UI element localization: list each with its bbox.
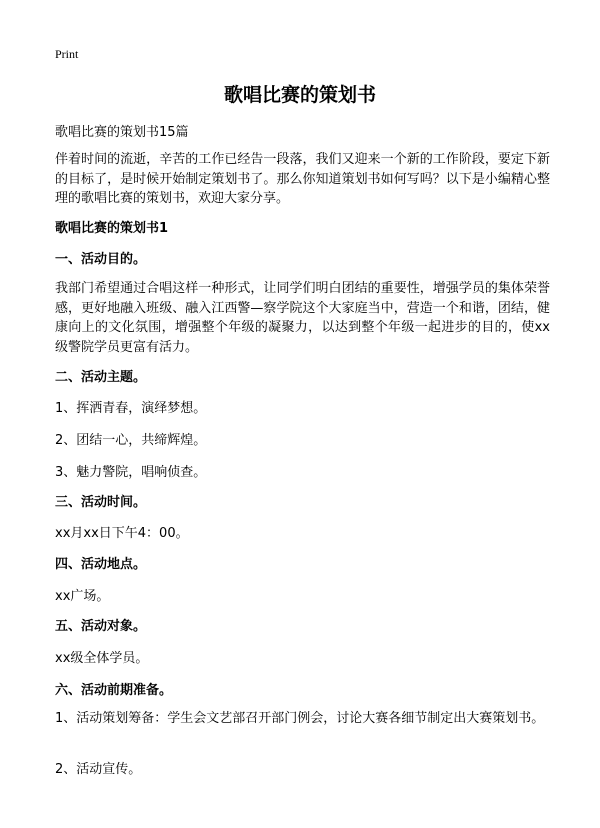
print-link[interactable]: Print	[55, 47, 79, 61]
heading-theme: 二、活动主题。	[55, 370, 147, 385]
section-title: 歌唱比赛的策划书1	[55, 221, 169, 236]
heading-purpose: 一、活动目的。	[55, 252, 147, 267]
document-title: 歌唱比赛的策划书	[223, 84, 376, 106]
purpose-paragraph: 我部门希望通过合唱这样一种形式，让同学们明白团结的重要性，增强学员的集体荣誉感，更好地融入班级、融入江西警—察学院这个大家庭当中，营造一个和谐，团结，健康向上的文化氛围，增强整个年级的凝聚力，以达到整个年级一起进步的目的，使xx级警院学员更富有活力。	[55, 281, 550, 355]
heading-preparation: 六、活动前期准备。	[55, 683, 173, 698]
prep-item: 2、活动宣传。	[55, 762, 142, 777]
prep-item: 1、活动策划筹备：学生会文艺部召开部门例会，讨论大赛各细节制定出大赛策划书。	[55, 711, 545, 726]
place-text: xx广场。	[55, 589, 110, 604]
document-subtitle: 歌唱比赛的策划书15篇	[55, 125, 189, 140]
intro-paragraph: 伴着时间的流逝，辛苦的工作已经告一段落，我们又迎来一个新的工作阶段，要定下新的目标了，是时候开始制定策划书了。那么你知道策划书如何写吗？以下是小编精心整理的歌唱比赛的策划书，欢迎大家分享。	[55, 152, 550, 206]
target-text: xx级全体学员。	[55, 651, 149, 666]
theme-item: 2、团结一心，共缔辉煌。	[55, 433, 207, 448]
heading-target: 五、活动对象。	[55, 619, 147, 634]
theme-item: 3、魅力警院，唱响侦查。	[55, 465, 207, 480]
theme-item: 1、挥洒青春，演绎梦想。	[55, 401, 207, 416]
time-text: xx月xx日下午4：00。	[55, 526, 189, 541]
heading-time: 三、活动时间。	[55, 495, 147, 510]
heading-place: 四、活动地点。	[55, 557, 147, 572]
